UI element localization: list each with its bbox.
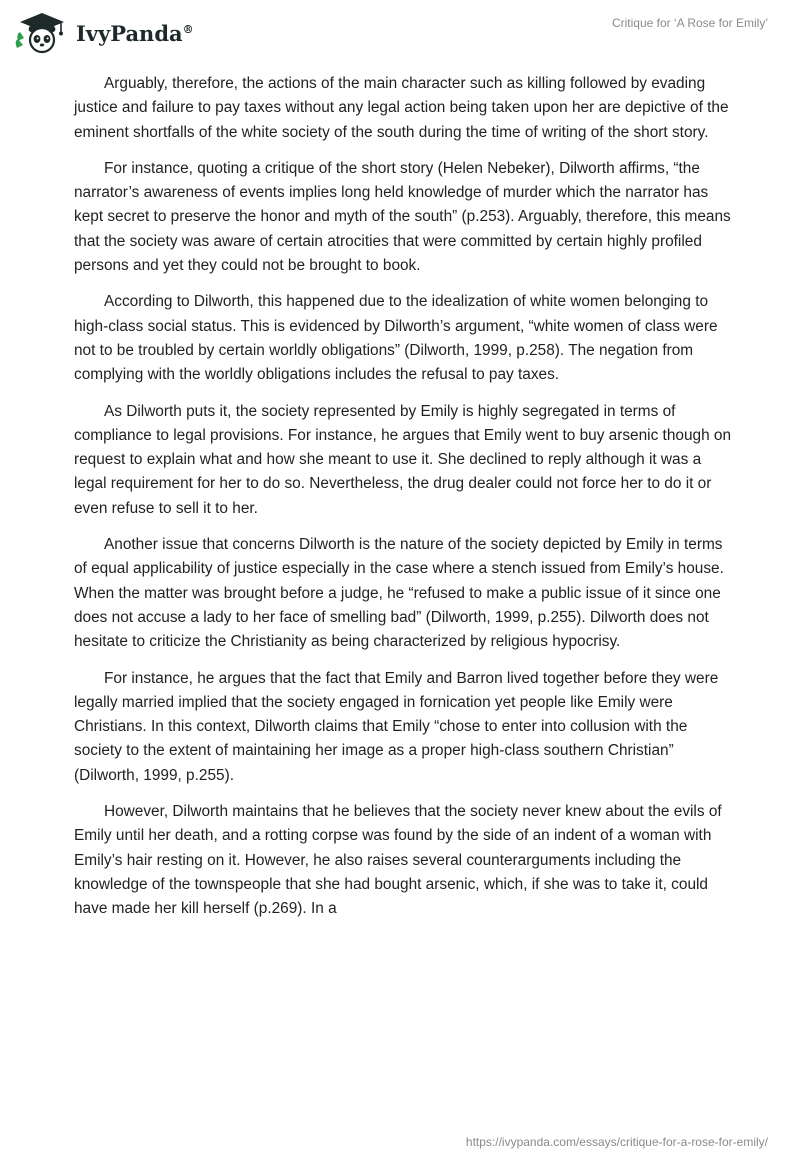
paragraph: As Dilworth puts it, the society represented by Emily is highly segregated in terms of compliance to legal provisions. For instance, he argues that Emily went to buy arsenic though on request to explain what and how she meant to use it. She declined to reply although it was a legal requirement for her to do so. Nevertheless, the drug dealer could not force her to do it or even refuse to sell it to her. [74, 402, 732, 517]
paragraph: According to Dilworth, this happened due to the idealization of white women belonging to high-class social status. This is evidenced by Dilworth’s argument, “white women of class were not to be troubled by certain worldly obligations” (Dilworth, 1999, p.258). The negation from complying with the worldly obligations includes the refusal to pay taxes. [74, 293, 718, 384]
paragraph: Arguably, therefore, the actions of the main character such as killing followed by evading justice and failure to pay taxes without any legal action being taken upon her are depictive of the eminent shortfalls of the white society of the south during the time of writing of the short story. [74, 75, 729, 141]
essay-body [74, 72, 734, 934]
paragraph: For instance, quoting a critique of the short story (Helen Nebeker), Dilworth affirms, “the narrator’s awareness of events implies long held knowledge of murder which the narrator has kept secret to preserve the honor and myth of the south” (p.253). Arguably, therefore, this means that the society was aware of certain atrocities that were committed by certain highly profiled persons and yet they could not be brought to book. [74, 159, 731, 275]
page-header [0, 0, 800, 64]
brand-name: IvyPanda® [76, 20, 194, 46]
paragraph: Another issue that concerns Dilworth is the nature of the society depicted by Emily in terms of equal applicability of justice especially in the case where a stench issued from Emily’s house. When the matter was brought before a judge, he “refused to make a public issue of it since one does not accuse a lady to her face of smelling bad” (Dilworth, 1999, p.255). Dilworth does not hesitate to criticize the Christianity as being characterized by religious hypocrisy. [74, 536, 724, 651]
paragraph: For instance, he argues that the fact that Emily and Barron lived together before they were legally married implied that the society engaged in fornication yet people like Emily were Christians. In this context, Dilworth claims that Emily “chose to enter into collusion with the society to the extent of maintaining her image as a proper high-class southern Christian” (Dilworth, 1999, p.255). [74, 669, 719, 784]
paragraph: However, Dilworth maintains that he believes that the society never knew about the evils of Emily until her death, and a rotting corpse was found by the side of an indent of a woman with Emily’s hair resting on it. However, he also raises several counterarguments including the knowledge of the townspeople that she had bought arsenic, which, if she was to take it, could have made her kill herself (p.269). In a [74, 803, 722, 918]
document-title: Critique for ‘A Rose for Emily’ [611, 16, 768, 30]
source-url[interactable]: https://ivypanda.com/essays/critique-for-a-rose-for-emily/ [465, 1135, 768, 1149]
ivypanda-logo[interactable] [14, 10, 194, 54]
panda-graduate-icon [14, 10, 72, 54]
